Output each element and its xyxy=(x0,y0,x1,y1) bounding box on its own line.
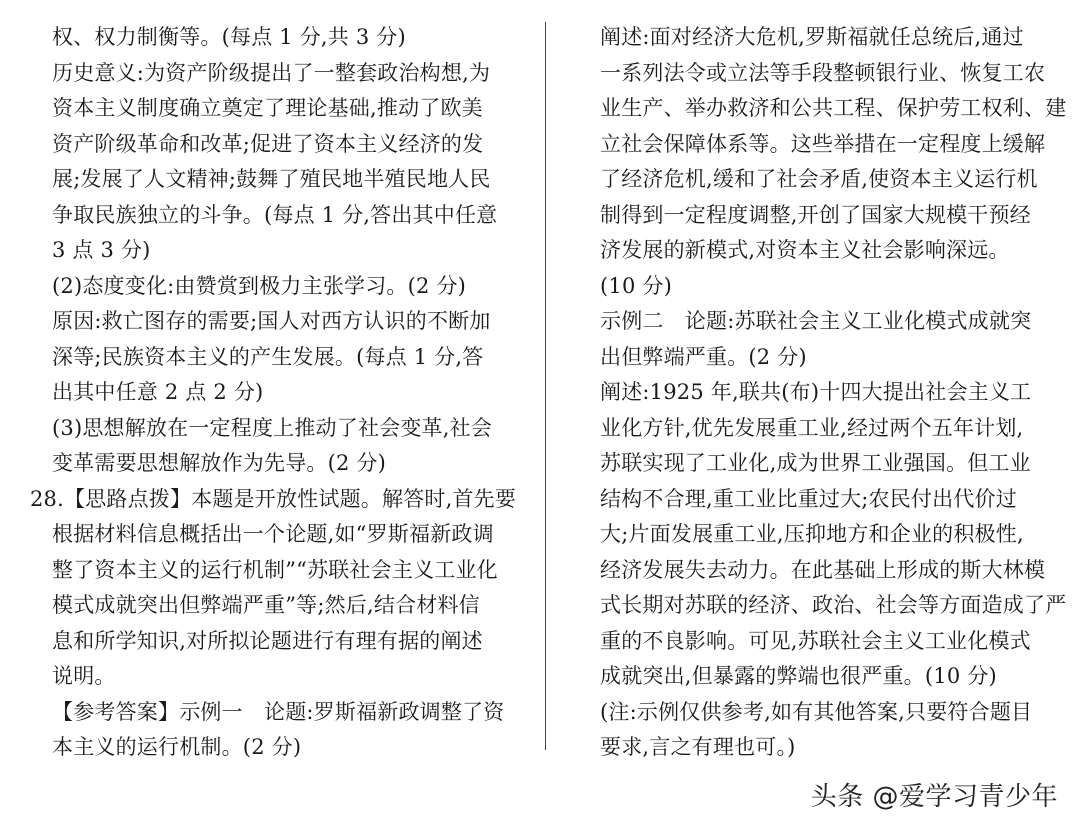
text-line: 3 点 3 分) xyxy=(52,238,151,262)
text-line: 了经济危机,缓和了社会矛盾,使资本主义运行机 xyxy=(600,167,1038,191)
text-line: (2)态度变化:由赞赏到极力主张学习。(2 分) xyxy=(52,273,467,298)
text-line: 制得到一定程度调整,开创了国家大规模干预经 xyxy=(600,202,1031,227)
text-line: 业生产、举办救济和公共工程、保护劳工权利、建 xyxy=(600,96,1067,120)
text-line: 结构不合理,重工业比重过大;农民付出代价过 xyxy=(600,486,1017,511)
text-line: 经济发展失去动力。在此基础上形成的斯大林模 xyxy=(600,557,1046,582)
text-line: 苏联实现了工业化,成为世界工业强国。但工业 xyxy=(600,451,1031,475)
right-column xyxy=(600,20,1070,766)
text-line: 资产阶级革命和改革;促进了资本主义经济的发 xyxy=(52,131,484,156)
text-line: 成就突出,但暴露的弊端也很严重。(10 分) xyxy=(600,664,997,688)
text-line: 立社会保障体系等。这些举措在一定程度上缓解 xyxy=(600,131,1046,156)
text-line: 说明。 xyxy=(52,664,116,688)
text-line: 阐述:1925 年,联共(布)十四大提出社会主义工 xyxy=(600,380,1032,404)
note-line: (注:示例仅供参考,如有其他答案,只要符合题目 xyxy=(600,699,1033,724)
text-line: 根据材料信息概括出一个论题,如“罗斯福新政调 xyxy=(52,522,494,546)
text-line: 原因:救亡图存的需要;国人对西方认识的不断加 xyxy=(52,309,491,333)
example-two-heading: 示例二 论题:苏联社会主义工业化模式成就突 xyxy=(600,309,1032,333)
text-line: 阐述:面对经济大危机,罗斯福就任总统后,通过 xyxy=(600,25,1024,49)
text-line: 历史意义:为资产阶级提出了一整套政治构想,为 xyxy=(52,60,491,85)
watermark-text: 头条 @爱学习青少年 xyxy=(810,782,1058,812)
text-line: 模式成就突出但弊端严重”等;然后,结合材料信 xyxy=(52,593,480,617)
text-line: 争取民族独立的斗争。(每点 1 分,答出其中任意 xyxy=(52,202,498,227)
text-line: 大;片面发展重工业,压抑地方和企业的积极性, xyxy=(600,522,1024,546)
text-line: 式长期对苏联的经济、政治、社会等方面造成了严 xyxy=(600,593,1067,617)
text-line: 整了资本主义的运行机制”“苏联社会主义工业化 xyxy=(52,557,498,582)
text-line: 息和所学知识,对所拟论题进行有理有据的阐述 xyxy=(52,628,483,653)
text-line: 变革需要思想解放作为先导。(2 分) xyxy=(52,451,387,475)
text-line: 资本主义制度确立奠定了理论基础,推动了欧美 xyxy=(52,96,483,120)
text-line: (3)思想解放在一定程度上推动了社会变革,社会 xyxy=(52,415,493,440)
text-line: 出其中任意 2 点 2 分) xyxy=(52,380,264,404)
left-column xyxy=(30,20,530,766)
text-line: 深等;民族资本主义的产生发展。(每点 1 分,答 xyxy=(52,344,484,369)
text-line: 本主义的运行机制。(2 分) xyxy=(52,735,302,759)
question-28-heading: 28.【思路点拨】本题是开放性试题。解答时,首先要 xyxy=(30,486,517,511)
note-line: 要求,言之有理也可。) xyxy=(600,735,796,759)
text-line: 业化方针,优先发展重工业,经过两个五年计划, xyxy=(600,415,1024,440)
text-line: 展;发展了人文精神;鼓舞了殖民地半殖民地人民 xyxy=(52,167,491,191)
reference-answer-heading: 【参考答案】示例一 论题:罗斯福新政调整了资 xyxy=(52,699,505,724)
text-line: (10 分) xyxy=(600,273,672,298)
text-line: 一系列法令或立法等手段整顿银行业、恢复工农 xyxy=(600,60,1046,85)
text-line: 出但弊端严重。(2 分) xyxy=(600,344,807,369)
text-line: 济发展的新模式,对资本主义社会影响深远。 xyxy=(600,238,1010,262)
text-line: 权、权力制衡等。(每点 1 分,共 3 分) xyxy=(52,25,406,49)
text-line: 重的不良影响。可见,苏联社会主义工业化模式 xyxy=(600,628,1031,653)
column-divider xyxy=(545,22,546,750)
